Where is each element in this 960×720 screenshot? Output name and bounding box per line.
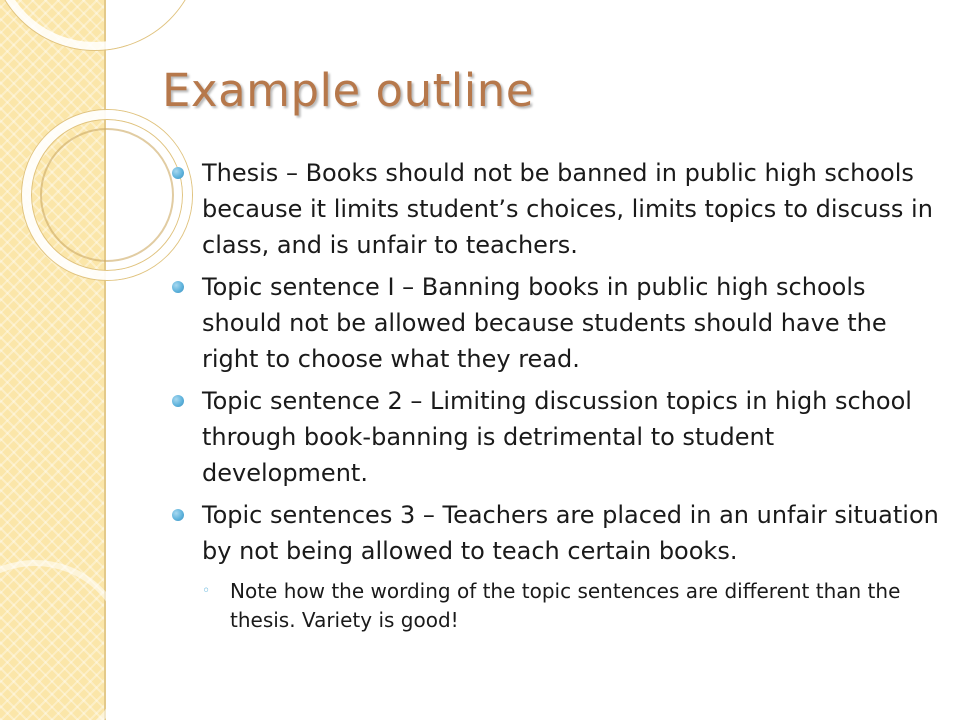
bullet-text: Topic sentence 2 – Limiting discussion topics in high school through book-banning is detrimental to student development. <box>202 387 912 487</box>
bullet-text: Thesis – Books should not be banned in public high schools because it limits student’s choices, limits topics to discuss in class, and is unfair to teachers. <box>202 159 933 259</box>
round-bullet-icon <box>172 167 184 179</box>
bullet-item-topic-3 <box>170 497 940 635</box>
bullet-item-topic-1 <box>170 269 940 377</box>
decorative-ring <box>0 0 200 50</box>
decorative-ring <box>40 128 174 262</box>
decorative-side-panel <box>0 0 106 720</box>
bullet-text: Topic sentence I – Banning books in public high schools should not be allowed because students should have the right to choose what they read. <box>202 273 887 373</box>
bullet-text: Topic sentences 3 – Teachers are placed in an unfair situation by not being allowed to teach certain books. <box>202 501 939 565</box>
round-bullet-icon <box>172 395 184 407</box>
bullet-list <box>170 155 940 641</box>
round-bullet-icon <box>172 281 184 293</box>
decorative-ring <box>0 560 130 720</box>
sub-bullet-list <box>202 577 940 635</box>
sub-bullet-item-note <box>202 577 940 635</box>
hollow-circle-bullet-icon: ◦ <box>202 583 211 599</box>
bullet-item-topic-2 <box>170 383 940 491</box>
slide-title: Example outline <box>162 64 534 117</box>
round-bullet-icon <box>172 509 184 521</box>
bullet-item-thesis <box>170 155 940 263</box>
sub-bullet-text: Note how the wording of the topic sentences are different than the thesis. Variety is good! <box>230 579 901 632</box>
